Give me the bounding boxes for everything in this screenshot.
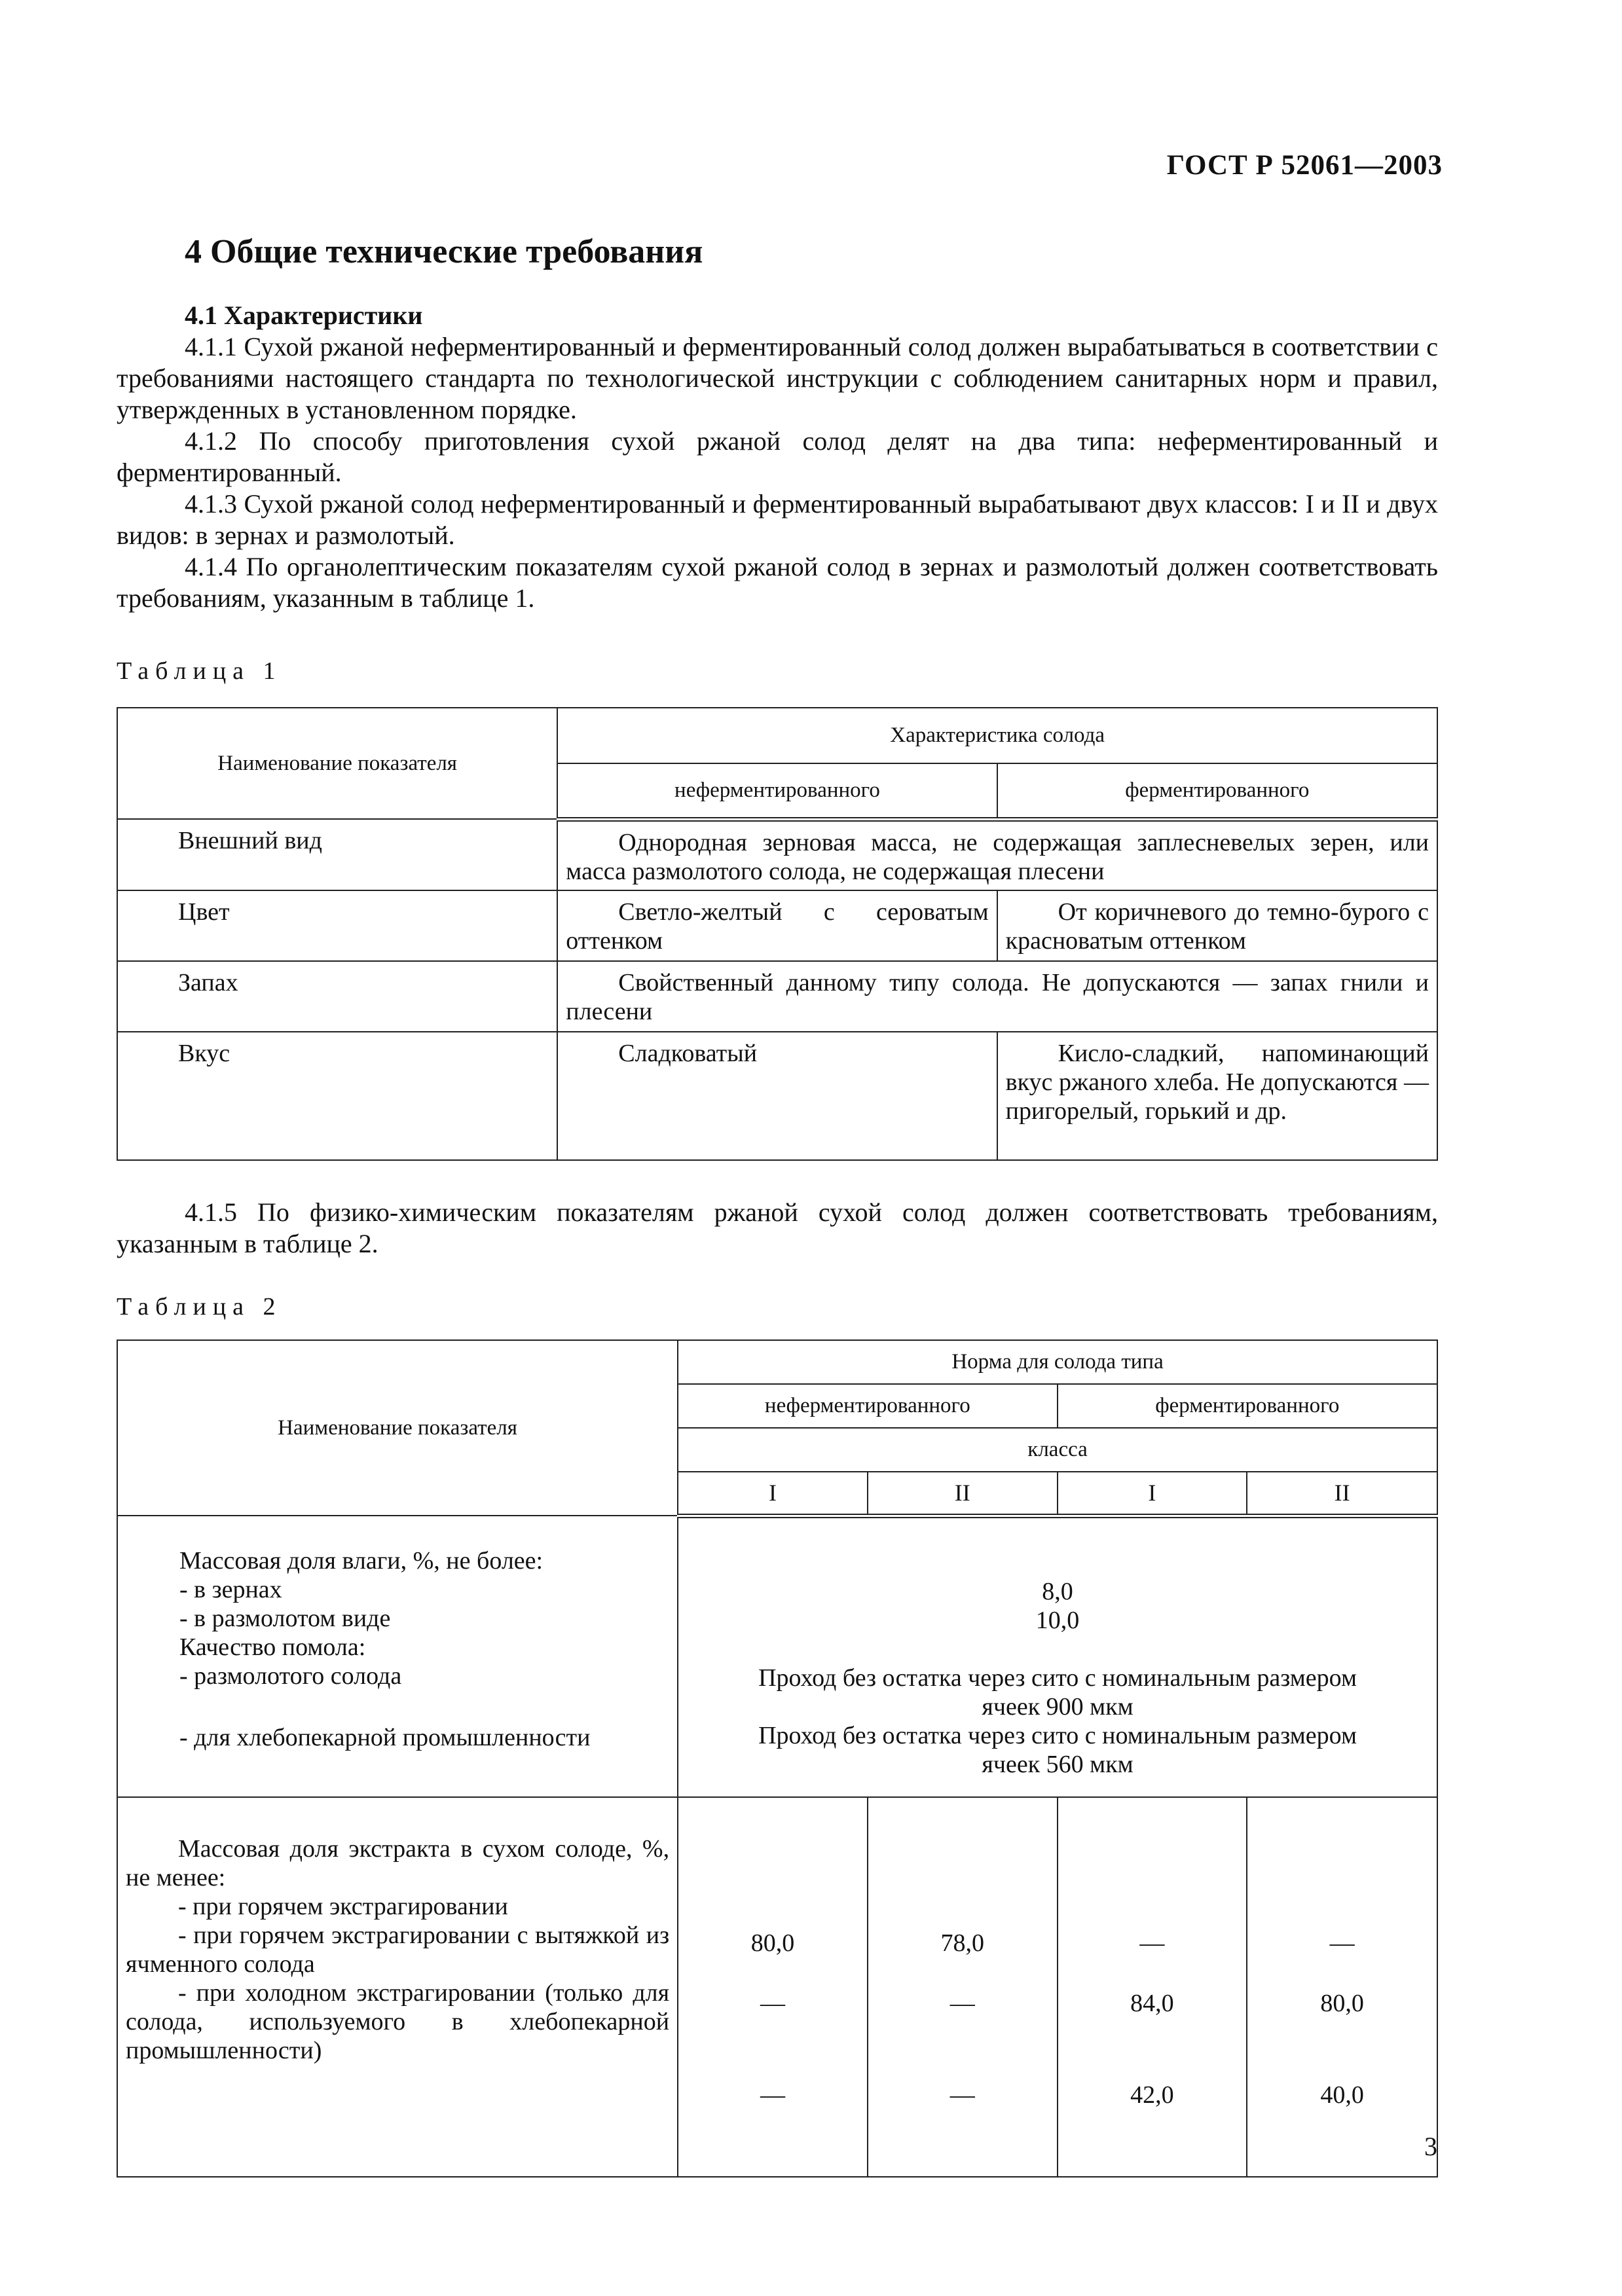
- table-2-moisture-names: [117, 1516, 678, 1797]
- standard-code: ГОСТ Р 52061—2003: [1166, 150, 1443, 181]
- table-2-extract-col: [868, 1797, 1058, 2177]
- table-1-row-value: Сладковатый: [557, 1032, 997, 1160]
- table-2-row-label: - в зернах: [179, 1576, 282, 1603]
- table-2-class-cell: I: [678, 1472, 868, 1516]
- table-1-row-name: Цвет: [117, 890, 557, 961]
- table-2-value: ячеек 560 мкм: [982, 1750, 1134, 1778]
- table-2-value: 78,0: [940, 1929, 984, 1957]
- table-2-row-label: Массовая доля экстракта в сухом солоде, %, не менее:: [126, 1835, 670, 1891]
- table-2-row-label: - для хлебопекарной промышленности: [179, 1724, 591, 1751]
- table-2-row-label: Качество помола:: [179, 1633, 366, 1661]
- table-2-class-cell: I: [1058, 1472, 1247, 1516]
- table-2-extract-names: [117, 1797, 678, 2177]
- paragraph-4-1-3: 4.1.3 Сухой ржаной солод неферментированный и ферментированный вырабатывают двух классов: I и II и двух видов: в зернах и размолотый.: [117, 489, 1438, 550]
- table-2-value: Проход без остатка через сито с номинальным размером: [758, 1721, 1357, 1749]
- table-2-value: —: [949, 2081, 975, 2109]
- table-2-value: 80,0: [1320, 1990, 1364, 2017]
- table-2-row-label: Массовая доля влаги, %, не более:: [179, 1547, 544, 1575]
- paragraph-4-1-2: 4.1.2 По способу приготовления сухой ржаной солод делят на два типа: неферментированный и ферментированный.: [117, 426, 1438, 487]
- table-1-header-group: Характеристика солода: [557, 708, 1437, 763]
- table-2-extract-col: [678, 1797, 868, 2177]
- table-2-header-group: Норма для солода типа: [678, 1340, 1437, 1384]
- paragraph-4-1-1: 4.1.1 Сухой ржаной неферментированный и ферментированный солод должен вырабатываться в соответствии с требованиями настоящего стандарта по технологической инструкции с соблюдением санитарных норм и правил, утвержденных в установленном порядке.: [117, 332, 1438, 424]
- table-2-value: —: [760, 2081, 785, 2109]
- table-2-value: Проход без остатка через сито с номинальным размером: [758, 1664, 1357, 1692]
- table-1-row-value: Кисло-сладкий, напоминающий вкус ржаного хлеба. Не допускаются — пригорелый, горький и др.: [997, 1032, 1437, 1160]
- table-2-header-name: Наименование показателя: [117, 1340, 678, 1516]
- page-number: 3: [1424, 2132, 1437, 2161]
- table-1-row-value: Однородная зерновая масса, не содержащая заплесневелых зерен, или масса размолотого солода, не содержащая плесени: [557, 819, 1437, 890]
- table-2-label: Таблица 2: [117, 1293, 282, 1321]
- table-2-value: 40,0: [1320, 2081, 1364, 2109]
- table-2-value: 84,0: [1130, 1990, 1174, 2017]
- table-2-value: —: [1329, 1929, 1355, 1957]
- table-2: [117, 1339, 1438, 2178]
- table-1-header-a: неферментированного: [557, 763, 997, 819]
- table-1-header-b: ферментированного: [997, 763, 1437, 819]
- table-2-class-cell: II: [868, 1472, 1058, 1516]
- table-2-value: 10,0: [1035, 1606, 1080, 1634]
- table-2-class-cell: II: [1247, 1472, 1437, 1516]
- table-2-row-label: - при горячем экстрагировании: [178, 1893, 508, 1920]
- paragraph-4-1-5: 4.1.5 По физико-химическим показателям ржаной сухой солод должен соответствовать требованиям, указанным в таблице 2.: [117, 1197, 1438, 1258]
- table-2-value: ячеек 900 мкм: [982, 1692, 1134, 1721]
- table-1-row-name: Вкус: [117, 1032, 557, 1160]
- table-2-value: 42,0: [1130, 2081, 1174, 2109]
- table-2-value: —: [1139, 1929, 1165, 1957]
- table-2-moisture-values: [678, 1516, 1437, 1797]
- table-1-row-value: Светло-желтый с сероватым оттенком: [557, 890, 997, 961]
- table-1-row-name: Запах: [117, 961, 557, 1032]
- table-1-row-name: Внешний вид: [117, 819, 557, 890]
- section-title: 4 Общие технические требования: [185, 233, 703, 270]
- table-2-header-class: класса: [678, 1428, 1437, 1472]
- table-2-value: —: [949, 1990, 975, 2017]
- table-1: [117, 707, 1438, 1161]
- table-2-header-a: неферментированного: [678, 1384, 1057, 1428]
- table-1-row-value: Свойственный данному типу солода. Не допускаются — запах гнили и плесени: [557, 961, 1437, 1032]
- table-2-extract-col: [1247, 1797, 1437, 2177]
- table-2-row-label: - размолотого солода: [179, 1662, 402, 1690]
- paragraph-4-1-4: 4.1.4 По органолептическим показателям сухой ржаной солод в зернах и размолотый должен соответствовать требованиям, указанным в таблице 1.: [117, 552, 1438, 613]
- table-2-row-label: - при горячем экстрагировании с вытяжкой из ячменного солода: [126, 1922, 670, 1978]
- table-2-row-label: - при холодном экстрагировании (только для солода, используемого в хлебопекарной промышленности): [126, 1979, 670, 2064]
- table-2-value: —: [760, 1990, 785, 2017]
- table-1-label: Таблица 1: [117, 657, 282, 685]
- subsection-title: 4.1 Характеристики: [185, 301, 423, 330]
- table-2-header-b: ферментированного: [1058, 1384, 1437, 1428]
- table-1-header-name: Наименование показателя: [117, 708, 557, 819]
- table-2-value: 8,0: [1042, 1577, 1073, 1605]
- table-2-value: 80,0: [750, 1929, 795, 1957]
- table-2-extract-col: [1058, 1797, 1247, 2177]
- table-2-row-label: - в размолотом виде: [179, 1605, 391, 1632]
- table-1-row-value: От коричневого до темно-бурого с красноватым оттенком: [997, 890, 1437, 961]
